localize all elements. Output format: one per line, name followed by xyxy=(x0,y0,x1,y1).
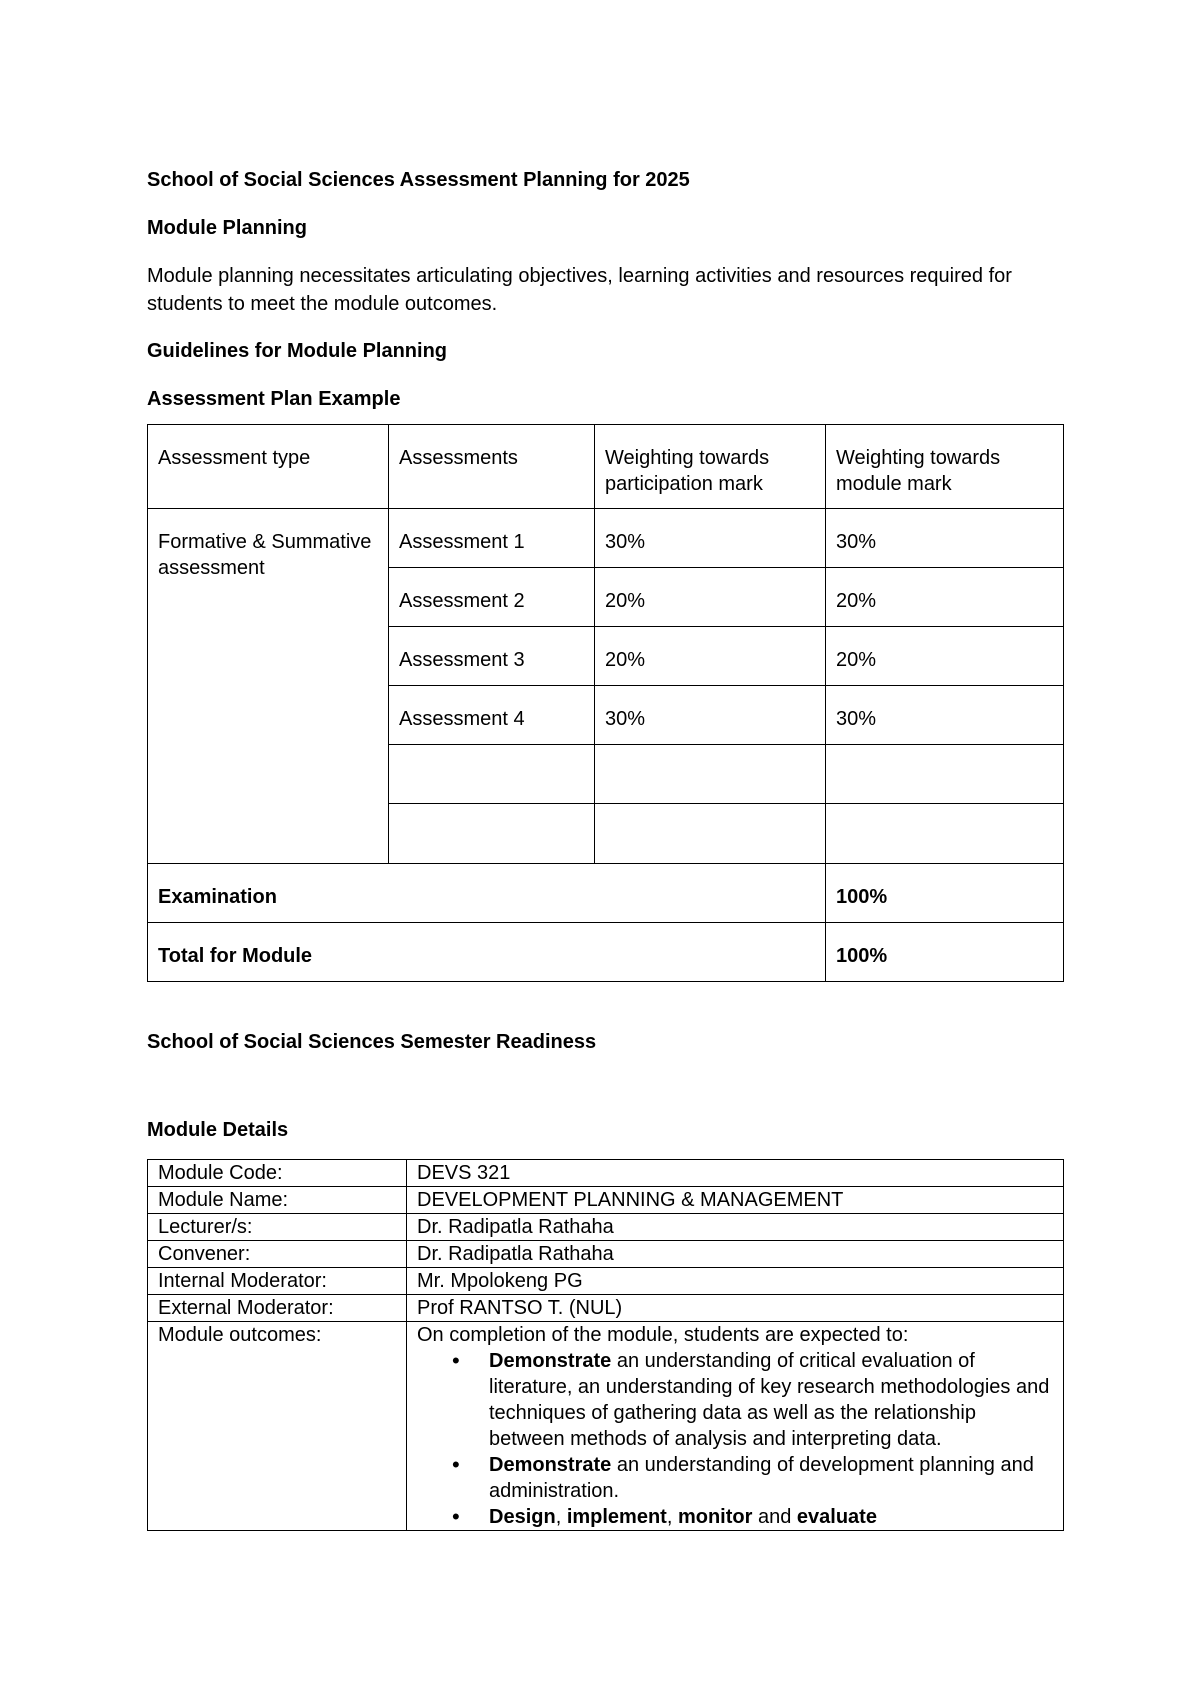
detail-label: Module Code: xyxy=(148,1160,407,1187)
participation-weight-cell: 20% xyxy=(595,568,826,627)
module-details-table xyxy=(147,1159,1064,1531)
assessment-plan-table xyxy=(147,424,1064,982)
outcome-text: , xyxy=(555,1506,567,1528)
total-row xyxy=(148,923,1064,982)
outcome-text: , xyxy=(666,1506,678,1528)
total-value: 100% xyxy=(826,923,1064,982)
empty-cell xyxy=(595,804,826,864)
table-row xyxy=(148,509,1064,568)
heading-semester-readiness: School of Social Sciences Semester Readiness xyxy=(147,1031,597,1053)
outcome-verb: Demonstrate xyxy=(489,1350,612,1372)
table-row xyxy=(148,1160,1064,1187)
detail-label: Module Name: xyxy=(148,1187,407,1214)
outcome-verb: implement xyxy=(566,1506,667,1528)
detail-label: Lecturer/s: xyxy=(148,1214,407,1241)
module-weight-cell: 30% xyxy=(826,686,1064,745)
detail-value: Mr. Mpolokeng PG xyxy=(407,1268,1064,1295)
header-cell: Weighting towards participation mark xyxy=(595,425,826,509)
module-weight-cell: 30% xyxy=(826,509,1064,568)
table-row xyxy=(148,1268,1064,1295)
outcomes-list xyxy=(417,1348,1053,1530)
heading-guidelines: Guidelines for Module Planning xyxy=(147,340,448,362)
module-weight-cell: 20% xyxy=(826,627,1064,686)
empty-cell xyxy=(595,745,826,804)
table-row xyxy=(148,1241,1064,1268)
detail-value: DEVS 321 xyxy=(407,1160,1064,1187)
heading-plan-example: Assessment Plan Example xyxy=(147,388,401,410)
module-weight-cell: 20% xyxy=(826,568,1064,627)
outcome-text: and xyxy=(752,1506,797,1528)
module-planning-text: Module planning necessitates articulating objectives, learning activities and resources required for students to meet the module outcomes. xyxy=(147,265,1012,315)
assessment-name-cell: Assessment 2 xyxy=(389,568,595,627)
participation-weight-cell: 20% xyxy=(595,627,826,686)
detail-value: DEVELOPMENT PLANNING & MANAGEMENT xyxy=(407,1187,1064,1214)
detail-value: Dr. Radipatla Rathaha xyxy=(407,1241,1064,1268)
total-label: Total for Module xyxy=(148,923,826,982)
examination-value: 100% xyxy=(826,864,1064,923)
participation-weight-cell: 30% xyxy=(595,686,826,745)
detail-value: Dr. Radipatla Rathaha xyxy=(407,1214,1064,1241)
table-row xyxy=(148,1214,1064,1241)
outcomes-row xyxy=(148,1322,1064,1531)
outcome-verb: monitor xyxy=(677,1506,753,1528)
outcomes-cell xyxy=(407,1322,1064,1531)
detail-label: Module outcomes: xyxy=(148,1322,407,1531)
outcome-verb: Demonstrate xyxy=(489,1454,612,1476)
empty-cell xyxy=(826,745,1064,804)
detail-label: Internal Moderator: xyxy=(148,1268,407,1295)
outcomes-intro: On completion of the module, students are expected to: xyxy=(417,1324,909,1346)
header-cell: Weighting towards module mark xyxy=(826,425,1064,509)
empty-cell xyxy=(389,745,595,804)
empty-cell xyxy=(389,804,595,864)
table-header-row xyxy=(148,425,1064,509)
outcome-text: an understanding of critical evaluation of literature, an understanding of key research methodologies and techniques of gathering data as well as the relationship between methods of analysis and interpreting data. xyxy=(489,1350,1050,1450)
assessment-name-cell: Assessment 1 xyxy=(389,509,595,568)
list-item xyxy=(489,1348,1053,1452)
outcome-verb: Design xyxy=(489,1506,556,1528)
examination-row xyxy=(148,864,1064,923)
participation-weight-cell: 30% xyxy=(595,509,826,568)
empty-cell xyxy=(826,804,1064,864)
table-row xyxy=(148,1295,1064,1322)
header-cell: Assessments xyxy=(389,425,595,509)
list-item xyxy=(489,1504,1053,1530)
examination-label: Examination xyxy=(148,864,826,923)
document-title: School of Social Sciences Assessment Planning for 2025 xyxy=(147,169,690,191)
list-item xyxy=(489,1452,1053,1504)
outcome-text: an understanding of development planning and administration. xyxy=(489,1454,1034,1502)
assessment-name-cell: Assessment 3 xyxy=(389,627,595,686)
assessment-type-cell: Formative & Summative assessment xyxy=(148,509,389,864)
header-cell: Assessment type xyxy=(148,425,389,509)
heading-module-planning: Module Planning xyxy=(147,217,307,239)
detail-label: External Moderator: xyxy=(148,1295,407,1322)
detail-label: Convener: xyxy=(148,1241,407,1268)
heading-module-details: Module Details xyxy=(147,1119,289,1141)
table-row xyxy=(148,1187,1064,1214)
detail-value: Prof RANTSO T. (NUL) xyxy=(407,1295,1064,1322)
outcome-verb: evaluate xyxy=(796,1506,877,1528)
assessment-name-cell: Assessment 4 xyxy=(389,686,595,745)
